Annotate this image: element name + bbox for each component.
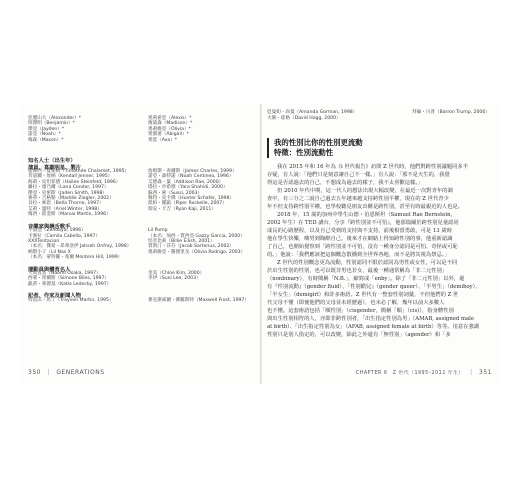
name-entry: 諾亞（Noah）* xyxy=(28,132,61,138)
page-number: 351 xyxy=(479,369,492,376)
person-entry: 貝拉・索恩（Bella Thorne, 1997） xyxy=(28,201,104,207)
chapter-title: 我的性別比你的性別更流動 xyxy=(274,138,363,147)
person-entry: 奧莉維亞・羅德里戈（Olivia Rodrigo, 2003） xyxy=(148,249,246,255)
section-title: 運動員與體育名人 xyxy=(28,266,71,273)
person-entry: 韓特・史卡佛（Hunter Schafer, 1998） xyxy=(148,196,235,201)
left-folio xyxy=(28,369,105,376)
name-entry: 傑登（Jayden）* xyxy=(28,126,65,132)
running-head: CHAPTER 6 Z 世代（1995–2012 年生） xyxy=(355,371,464,376)
person-entry: 艾德森・葉（Addison Rae, 2000） xyxy=(148,179,224,185)
section-subtitle: 演員、喜劇明星、製片 xyxy=(28,164,81,171)
person-entry: 諾亞・森特諾（Noah Centineo, 1996） xyxy=(148,174,234,180)
name-entry: 奧莉維亞（Olivia）* xyxy=(148,126,191,132)
body-line: 於出生性別的性別，也可以既非男也非女，最後一種通常稱為「非二元性別」 xyxy=(267,268,448,274)
body-line: 有『性別流動』（gender fluid）、「性別酷兒』（gender queer）、「半男生」（demiboy）、 xyxy=(267,284,481,290)
name-entry: 愛娃（Ava）* xyxy=(148,137,178,143)
person-entry: 大坂直美（Naomi Osaka, 1997） xyxy=(28,271,101,276)
name-entry: 班傑明（Benjamin）* xyxy=(28,121,75,127)
person-entry: （本名：加西・賈西亞 Gazzy Garcia, 2000） xyxy=(148,233,245,239)
person-entry: 麥蒂・吉格勒（Maddie Ziegler, 2002） xyxy=(28,196,114,201)
body-line: 了自己，也開始覺察到「跨性別並不可怕，沒有一種身分認同是可怕、奇怪或可恥 xyxy=(267,244,458,250)
person-entry: 蘿拉・康乃爾（Lana Condor, 1997） xyxy=(28,185,109,191)
name-entry: 愛莉希亞（Alexis）* xyxy=(148,116,192,121)
right-page xyxy=(262,104,498,384)
person-entry: 賈斯汀・莎芬（Jacob Sartorius, 2002） xyxy=(148,244,234,250)
chapter-subtitle: 特徵：性別流動性 xyxy=(274,148,334,157)
book-spread xyxy=(22,104,498,384)
body-line: 2002 年生）在 TED 講台，分享『跨性別並不可怕』，他那篇關於跨性別兒童認同 xyxy=(267,220,459,226)
name-entry: 愛薇蕾（Abigail）* xyxy=(148,132,189,138)
person-entry: 蘇西・索（Sussi, 2003） xyxy=(148,190,203,196)
body-line: 他在學生快樂，嗨男到陶醉自己，後來才在網路上得知跨性別的事，他重新認識 xyxy=(267,236,453,242)
body-line: 「半女生」（demigirl）和許多術語。Z 世代有一整套性別詞彙，不但他們的 Z 世 xyxy=(267,292,459,298)
chapter-heading xyxy=(267,138,363,158)
right-folio xyxy=(356,369,492,376)
person-entry: XXXTentacion xyxy=(28,238,60,244)
name-entry: 梅迪森（Madison）* xyxy=(148,121,193,127)
body-line: 2018 年，15 歲的加州中學生山德・伯恩斯坦（Samuel Rae Bernstein， xyxy=(277,212,456,218)
top-name-1: 亞曼妲・高曼（Amanda Gorman, 1998） xyxy=(267,110,358,115)
person-entry: （本名：傑希・昂弗洛伊 Jahseh Onfroy, 1998） xyxy=(28,244,132,250)
person-entry: 傑登・史密斯（Jaden Smith, 1998） xyxy=(28,190,108,196)
body-line: at birth）、「出生指定性別為女」（AFAB, assigned female at birth）等等。用意在強調 xyxy=(267,324,480,330)
person-entry: 海莉・史坦菲德（Hailee Steinfeld, 1996） xyxy=(28,179,121,185)
person-entry: Lil Pump xyxy=(148,228,168,234)
section-title: 記者、作家及新聞人物 xyxy=(28,293,81,300)
person-entry: 凱蒂・萊德基（Katie Ledecky, 1997） xyxy=(28,281,112,287)
running-head: GENERATIONS xyxy=(56,369,105,376)
person-entry: 瑞安・卡吉（Ryan Kaji, 2011） xyxy=(148,206,216,212)
folio-divider: | xyxy=(470,369,473,376)
body-line: 年不但支持跨性別平權，也學校聽見朋友出櫃是跨性別，甚至有時最親近的人也是。 xyxy=(267,204,463,210)
person-entry: 提摩西・夏勒梅（Timothée Chalamet, 1995） xyxy=(28,169,130,174)
body-line: 查中，有三分之二說自己過去五年越來越支持跨性別平權，現在的 Z 世代青少 xyxy=(267,196,449,202)
person-entry: 塔拉・沙希德（Yara Shahidi, 2000） xyxy=(148,185,228,191)
person-entry: 特雷沃・馬丁（Trayvon Martin, 1995） xyxy=(28,297,114,303)
person-entry: 派柏・羅凱（Piper Rockelle, 2007） xyxy=(148,201,227,207)
person-entry: 卡蜜拉（Camila Cabello, 1997） xyxy=(28,233,101,239)
top-name-2: 大衛・霍格（David Hogg, 2000） xyxy=(267,116,341,121)
person-entry: 金美（Chloe Kim, 2000） xyxy=(148,271,205,276)
person-entry: 西蒙・拜爾斯（Simone Biles, 1997） xyxy=(28,276,109,282)
body-line: 存疑，有人說：「他們只是刻意讓自己不一樣。」有人說：「那不是天生的，我覺 xyxy=(267,172,450,178)
person-entry: 怪奇比莉（Billie Eilish, 2001） xyxy=(148,238,215,244)
body-line: 與出生性別相符的人，亦即非跨性別者，「出生指定性別為男」（AMAB, assigned male xyxy=(267,316,474,322)
person-entry: 李伊（Suni Lee, 2003） xyxy=(148,276,201,282)
top-name-3: 拜倫・川普（Barron Trump, 2006） xyxy=(412,110,490,115)
section-title: 音樂家與饒舌歌手 xyxy=(28,223,71,230)
body-line: 代父母不懂（即便他們的父母並未經歷過），也未必了解，幾年以前大多數人 xyxy=(267,300,445,306)
person-entry: 納斯小子（Lil Nas X xyxy=(28,249,71,255)
body-text xyxy=(267,164,493,340)
person-entry: 千黛亞（Zendaya, 1996） xyxy=(28,228,86,234)
body-line: 得這是否認過去的自己，不想成為過去的樣子，我不太喜歡這樣。」 xyxy=(267,180,424,186)
body-line: 性別只是別人指定的，可以改變，除此之外還有「無性別」（agender）和「多 xyxy=(267,332,451,338)
name-entry: 亞歷山大（Alexander）* xyxy=(28,116,82,121)
body-line: 成長的心路歷程，以及自己受到的支持與不支持，前後相當勇敢，可是 13 歲時 xyxy=(267,228,452,234)
person-entry: 肯道爾・詹納（Kendall Jenner, 1995） xyxy=(28,174,113,180)
body-line: Z 世代的性別概念更為流動，性別認同不限於認同為男性或女性，可以是不同 xyxy=(277,260,458,266)
person-entry: 詹姆斯・查爾斯（James Charles, 1999） xyxy=(148,169,237,174)
body-line: 的。」他說：「我們應該把這個概念散播到全世界各地，而不是將其視為禁忌。」 xyxy=(267,252,450,258)
folio-divider: | xyxy=(47,369,50,376)
section-title: 知名人士（出生年） xyxy=(28,158,76,164)
person-entry: 梅西・霍金斯（Marsai Martin, 1996） xyxy=(28,212,111,218)
body-line: 我在 2015 年和 16 年為《i 世代報告》訪問 Z 世代時，他們對跨性別議題同多半 xyxy=(277,164,468,170)
left-page xyxy=(22,104,260,384)
person-entry: 麥克斯威爾・佛羅斯特（Maxwell Frost, 1997） xyxy=(148,297,249,303)
page-number: 350 xyxy=(28,369,41,376)
body-line: （nonbinary），有時簡稱「N.B.」，縮寫成「enby」。除了「非二元性別」以外，還 xyxy=(267,276,465,282)
name-entry: 梅森（Mason）* xyxy=(28,137,64,143)
body-line: 也不懂。這套術語包括「順性別」（cisgender，簡稱「順」（cis)），指身體性別 xyxy=(267,308,454,314)
body-line: 但 2010 年代中期，這一代人的想法出現大幅改變，在最近一次對青年的調 xyxy=(277,188,453,194)
person-entry: （本名：蒙特羅・希爾 Montero Hill, 1999） xyxy=(28,255,123,261)
person-entry: 艾莉・溫特（Ariel Winter, 1998） xyxy=(28,206,102,212)
